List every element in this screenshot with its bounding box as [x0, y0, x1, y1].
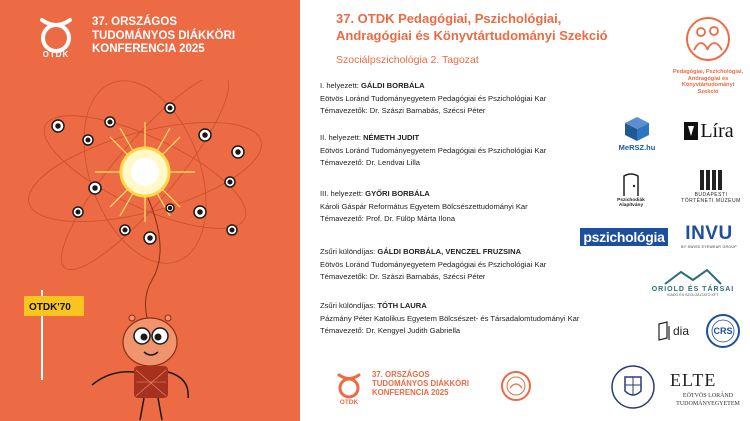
section-title-line1: 37. OTDK Pedagógiai, Pszichológiai,	[336, 11, 562, 26]
otdk-logo-icon	[34, 14, 78, 54]
winner-entry-4	[320, 246, 640, 284]
entry-heading	[320, 300, 640, 313]
winner-entry-3	[320, 188, 640, 226]
museum-icon	[698, 168, 724, 192]
crs-label: CRS	[713, 326, 733, 336]
lira-label: Líra	[700, 119, 734, 142]
winner-entry-5	[320, 300, 640, 338]
footer-seal-icon	[500, 370, 532, 402]
entry-name: TÓTH LAURA	[377, 301, 427, 310]
section-people-icon	[685, 16, 731, 62]
section-subtitle: Szociálpszichológia 2. Tagozat	[336, 54, 479, 66]
partner-lira	[672, 116, 744, 146]
dia-mark-icon	[657, 320, 673, 342]
section-title	[336, 10, 676, 44]
section-logo-text: Pedagógiai, Pszichológiai, Andragógiai és Könyvtártudományi Szekció	[672, 69, 744, 95]
winner-entry-1	[320, 80, 640, 118]
entry-place: Zsűri különdíjas:	[320, 247, 378, 256]
pszichologia-label: pszichológia	[580, 228, 667, 246]
entry-name: GYŐRI BORBÁLA	[365, 189, 430, 198]
elte-sub-line1: EÖTVÖS LORÁND	[682, 393, 734, 399]
partner-muzeum	[676, 158, 746, 214]
conference-title-line2: TUDOMÁNYOS DIÁKKÖRI	[92, 29, 236, 42]
entry-institution: Károli Gáspár Református Egyetem Bölcsészettudományi Kar	[320, 201, 528, 211]
partner-crs	[704, 312, 742, 350]
entry-supervisor: Témavezető: Prof. Dr. Fülöp Márta Ilona	[320, 214, 456, 223]
footer-conference-title	[372, 370, 469, 398]
entry-place: Zsűri különdíjas:	[320, 301, 378, 310]
entry-name: GÁLDI BORBÁLA, VENCZEL FRUZSINA	[377, 247, 522, 256]
pszichodiak-label: Pszichodiák Alapítvány	[617, 197, 645, 208]
entry-institution: Eötvös Loránd Tudományegyetem Pedagógiai és Pszichológiai Kar	[320, 259, 547, 269]
meresz-cube-icon	[623, 115, 651, 143]
door-icon	[620, 172, 642, 198]
oriold-roof-icon	[663, 268, 723, 286]
elte-crest-icon	[610, 363, 656, 411]
entry-supervisor: Témavezetők: Dr. Szászi Barnabás, Szécsi Péter	[320, 106, 486, 115]
footer-title-line1: 37. ORSZÁGOS	[372, 370, 430, 379]
footer-otdk-logo-icon	[334, 370, 364, 402]
entry-name: NÉMETH JUDIT	[363, 133, 420, 142]
entry-heading	[320, 188, 640, 201]
partner-invu	[670, 220, 748, 252]
entry-place: II. helyezett:	[320, 133, 364, 142]
entry-supervisor: Témavezető: Dr. Lendvai Lilla	[320, 158, 421, 167]
partner-meresz	[612, 110, 662, 156]
elte-sub-line2: TUDOMÁNYEGYETEM	[676, 401, 740, 407]
section-title-line2: Andragógiai és Könyvtártudományi Szekció	[336, 28, 608, 43]
lira-mark-icon	[682, 120, 700, 142]
invu-sublabel: BY SWISS EYEWEAR GROUP	[681, 245, 737, 249]
otdk70-flag-label: OTDK'70	[29, 302, 71, 313]
partner-dia	[650, 316, 696, 346]
entry-place: I. helyezett:	[320, 81, 361, 90]
footer-title-line3: KONFERENCIA 2025	[372, 388, 449, 398]
winner-entry-2	[320, 132, 640, 170]
oriold-label: ORIOLD ÉS TÁRSAI	[651, 285, 735, 293]
entry-supervisor: Témavezető: Dr. Kengyel Judith Gabriella	[320, 326, 461, 335]
entry-place: III. helyezett:	[320, 189, 366, 198]
mascot-illustration	[0, 80, 300, 421]
otdk-logo-word: OTDK	[42, 50, 70, 59]
entry-heading	[320, 80, 640, 93]
entry-institution: Eötvös Loránd Tudományegyetem Pedagógiai és Pszichológiai Kar	[320, 145, 547, 155]
dia-label: dia	[672, 324, 689, 338]
conference-banner	[0, 0, 300, 421]
muzeum-label: BUDAPESTI TÖRTÉNETI MÚZEUM	[681, 192, 741, 204]
footer-title-line2: TUDOMÁNYOS DIÁKKÖRI	[372, 379, 470, 389]
entry-name: GÁLDI BORBÁLA	[360, 81, 425, 90]
oriold-sublabel: KIADÓ ÉS SZOLGÁLTATÓ KFT.	[667, 292, 719, 297]
partner-oriold	[640, 262, 746, 302]
partner-pszichodiak	[606, 164, 656, 216]
elte-subtitle	[666, 392, 750, 408]
conference-title	[92, 16, 235, 57]
section-logo	[672, 16, 744, 112]
entry-heading	[320, 132, 640, 145]
elte-title: ELTE	[670, 370, 717, 390]
entry-supervisor: Témavezetők: Dr. Szászi Barnabás, Szécsi Péter	[320, 272, 486, 281]
footer-otdk-word: OTDK	[339, 399, 359, 406]
invu-label: INVU	[685, 223, 733, 244]
entry-institution: Pázmány Péter Katolikus Egyetem Bölcsészet- és Társadalomtudományi Kar	[320, 313, 580, 323]
meresz-label: MeRSZ.hu	[618, 142, 656, 152]
conference-title-line1: 37. ORSZÁGOS	[92, 16, 177, 28]
partner-pszichologia	[584, 226, 664, 248]
conference-title-line3: KONFERENCIA 2025	[92, 43, 205, 55]
entry-institution: Eötvös Loránd Tudományegyetem Pedagógiai és Pszichológiai Kar	[320, 93, 547, 103]
